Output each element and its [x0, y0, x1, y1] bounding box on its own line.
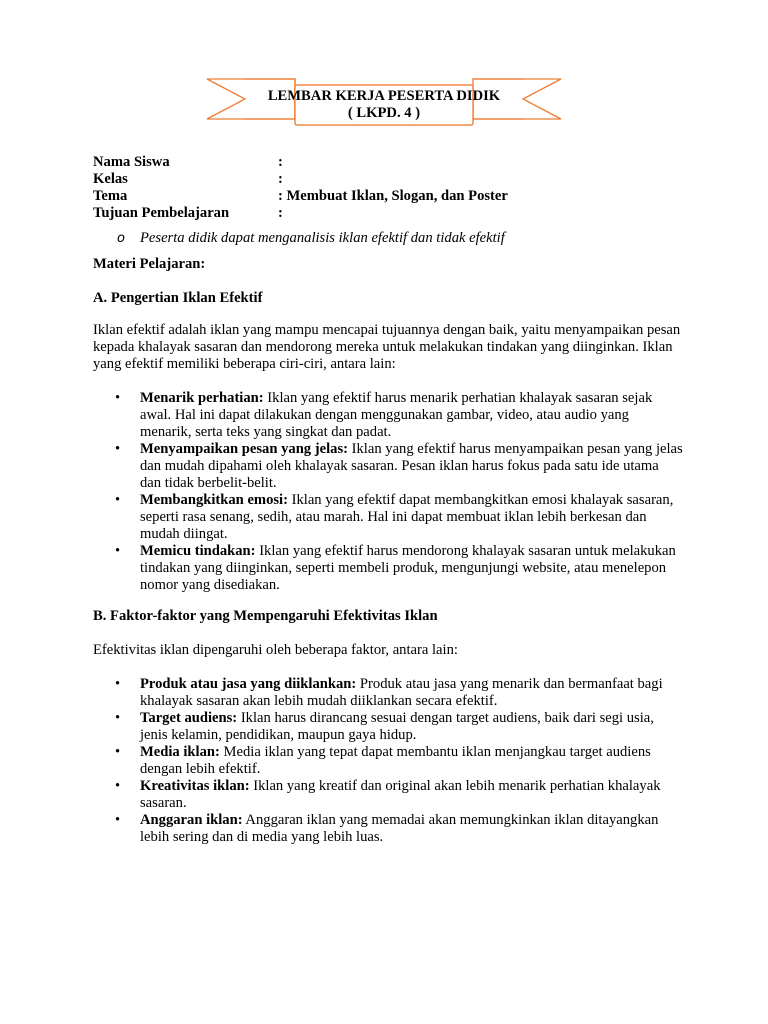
list-item	[93, 543, 683, 594]
bullet-dot: •	[115, 543, 121, 559]
learning-objective	[117, 230, 505, 247]
item-desc: Iklan yang efektif dapat membangkitkan emosi khalayak sasaran, seperti rasa senang, sedih, atau marah. Hal ini dapat membuat iklan lebih berkesan dan mudah diingat.	[140, 492, 674, 542]
section-a-intro: Iklan efektif adalah iklan yang mampu mencapai tujuannya dengan baik, yaitu menyampaikan pesan kepada khalayak sasaran dan mendorong mereka untuk melakukan tindakan yang diinginkan. Iklan yang efektif memiliki beberapa ciri-ciri, antara lain:	[93, 322, 681, 372]
title-banner	[205, 76, 563, 126]
meta-row-nama	[93, 154, 693, 171]
bullet-dot: •	[115, 812, 121, 828]
list-item	[93, 744, 683, 778]
meta-label: Kelas	[93, 171, 128, 187]
item-term: Target audiens:	[140, 710, 238, 726]
meta-row-tujuan	[93, 205, 693, 222]
item-term: Kreativitas iklan:	[140, 778, 250, 794]
worksheet-code: ( LKPD. 4 )	[347, 105, 421, 121]
meta-label: Tema	[93, 188, 128, 204]
list-item	[93, 492, 683, 543]
item-desc: Media iklan yang tepat dapat membantu iklan menjangkau target audiens dengan lebih efektif.	[140, 744, 651, 777]
section-a-list	[93, 390, 683, 594]
list-item	[93, 778, 683, 812]
meta-label: Tujuan Pembelajaran	[93, 205, 230, 221]
item-term: Produk atau jasa yang diiklankan:	[140, 676, 357, 692]
bullet-dot: •	[115, 744, 121, 760]
item-desc: Iklan yang kreatif dan original akan lebih menarik perhatian khalayak sasaran.	[140, 778, 661, 811]
section-b-list	[93, 676, 683, 846]
bullet-dot: •	[115, 778, 121, 794]
item-term: Anggaran iklan:	[140, 812, 243, 828]
section-b-heading: B. Faktor-faktor yang Mempengaruhi Efektivitas Iklan	[93, 608, 438, 624]
list-item	[93, 812, 683, 846]
item-term: Media iklan:	[140, 744, 220, 760]
meta-row-tema	[93, 188, 693, 205]
section-a-heading: A. Pengertian Iklan Efektif	[93, 290, 263, 306]
meta-value: :	[278, 171, 283, 187]
bullet-dot: •	[115, 390, 121, 406]
item-term: Memicu tindakan:	[140, 543, 256, 559]
bullet-dot: •	[115, 676, 121, 692]
item-desc: Iklan yang efektif harus mendorong khalayak sasaran untuk melakukan tindakan yang diinginkan, seperti membeli produk, mengunjungi website, atau menelepon nomor yang disediakan.	[140, 543, 676, 593]
worksheet-title: LEMBAR KERJA PESERTA DIDIK	[267, 88, 501, 104]
list-item	[93, 441, 683, 492]
item-term: Menyampaikan pesan yang jelas:	[140, 441, 348, 457]
list-item	[93, 676, 683, 710]
item-term: Menarik perhatian:	[140, 390, 264, 406]
item-desc: Iklan harus dirancang sesuai dengan target audiens, baik dari segi usia, jenis kelamin, pendidikan, maupun gaya hidup.	[140, 710, 654, 743]
item-desc: Iklan yang efektif harus menyampaikan pesan yang jelas dan mudah dipahami oleh khalayak sasaran. Pesan iklan harus fokus pada satu ide utama dan tidak berbelit-belit.	[140, 441, 683, 491]
banner-title-block	[205, 88, 563, 122]
objective-bullet: o	[117, 231, 125, 246]
item-desc: Anggaran iklan yang memadai akan memungkinkan iklan ditayangkan lebih sering dan di media yang lebih luas.	[140, 812, 659, 845]
meta-label: Nama Siswa	[93, 154, 170, 170]
item-desc: Iklan yang efektif harus menarik perhatian khalayak sasaran sejak awal. Hal ini dapat dilakukan dengan menggunakan gambar, video, atau audio yang menarik, serta teks yang singkat dan padat.	[140, 390, 653, 440]
item-desc: Produk atau jasa yang menarik dan bermanfaat bagi khalayak sasaran akan lebih mudah diiklankan secara efektif.	[140, 676, 663, 709]
bullet-dot: •	[115, 441, 121, 457]
objective-text: Peserta didik dapat menganalisis iklan efektif dan tidak efektif	[140, 230, 505, 246]
section-b-intro: Efektivitas iklan dipengaruhi oleh beberapa faktor, antara lain:	[93, 642, 458, 658]
meta-row-kelas	[93, 171, 693, 188]
materi-heading: Materi Pelajaran:	[93, 256, 206, 272]
list-item	[93, 390, 683, 441]
meta-value: : Membuat Iklan, Slogan, dan Poster	[278, 188, 508, 204]
bullet-dot: •	[115, 492, 121, 508]
item-term: Membangkitkan emosi:	[140, 492, 288, 508]
meta-value: :	[278, 205, 283, 221]
list-item	[93, 710, 683, 744]
meta-value: :	[278, 154, 283, 170]
bullet-dot: •	[115, 710, 121, 726]
student-info	[93, 154, 693, 222]
